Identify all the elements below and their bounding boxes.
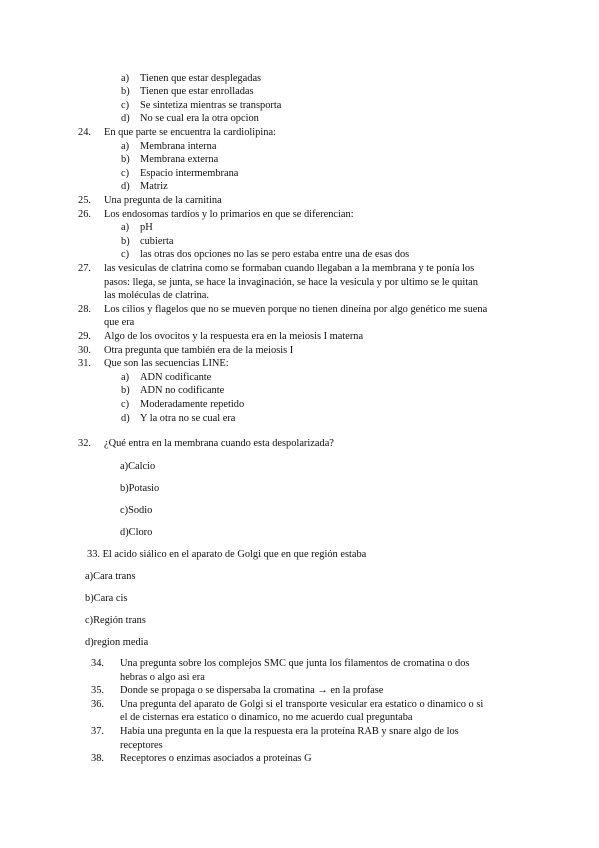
option-text: las otras dos opciones no las se pero estaba entre una de esas dos [140, 249, 410, 261]
question-text: Que son las secuencias LINE: [104, 358, 229, 370]
option-letter: d) [121, 412, 130, 424]
question-number: 36. [91, 698, 104, 710]
option-letter: c) [121, 167, 130, 179]
option-letter: d) [121, 181, 130, 193]
question-number: 32. [78, 438, 91, 449]
option-letter: c) [121, 99, 130, 111]
question-number: 30. [78, 344, 91, 356]
option-text: ADN no codificante [140, 385, 225, 397]
option-letter: a) [121, 140, 130, 152]
option-text: pH [140, 222, 153, 234]
question-number: 27. [78, 262, 91, 274]
question-text-continued: receptores [120, 739, 163, 751]
question-text: Los cilios y flagelos que no se mueven porque no tienen dineína por algo genético me suena [104, 303, 488, 315]
question-text: Algo de los ovocitos y la respuesta era en la meiosis I materna [104, 330, 364, 342]
question-text: 33. El acido siálico en el aparato de Golgi que en que región estaba [87, 549, 367, 560]
question-text: Donde se propaga o se dispersaba la cromatina → en la profase [120, 685, 384, 697]
option-text: b)Potasio [120, 483, 160, 494]
option-text: Matriz [140, 181, 168, 193]
option-letter: b) [121, 154, 130, 166]
question-text: Había una pregunta en la que la respuesta era la proteína RAB y snare algo de los [120, 726, 459, 737]
option-text: c)Sodio [120, 505, 153, 516]
question-number: 29. [78, 330, 91, 342]
question-text: Una pregunta del aparato de Golgi si el transporte vesicular era estatico o dinamico o si [120, 698, 484, 710]
option-text: Membrana interna [140, 140, 217, 152]
option-letter: c) [121, 249, 130, 261]
option-letter: a) [121, 371, 130, 383]
question-text-continued: pasos: llega, se junta, se hace la invaginación, se hace la vesicula y por ultimo se le quitan [104, 276, 478, 288]
option-text: Y la otra no se cual era [140, 412, 236, 424]
option-text: a)Calcio [120, 461, 156, 472]
option-text: a)Cara trans [85, 571, 136, 582]
question-number: 25. [78, 194, 91, 206]
option-text: b)Cara cis [85, 593, 128, 604]
question-text: Una pregunta de la carnitina [104, 194, 222, 206]
option-text: Espacio intermembrana [140, 167, 239, 179]
question-number: 26. [78, 208, 91, 220]
option-text: Tienen que estar desplegadas [140, 72, 262, 84]
question-text: ¿Qué entra en la membrana cuando esta despolarizada? [104, 438, 334, 449]
question-text: Otra pregunta que también era de la meiosis I [104, 344, 294, 356]
option-letter: b) [121, 235, 130, 247]
option-letter: b) [121, 385, 130, 397]
question-text-continued: las moléculas de clatrina. [104, 290, 210, 302]
question-text-continued: hebras o algo asi era [120, 671, 205, 683]
option-letter: b) [121, 86, 130, 98]
question-number: 34. [91, 658, 104, 669]
question-text-continued: que era [104, 317, 135, 329]
option-text: Membrana externa [140, 154, 219, 166]
option-text: cubierta [140, 235, 174, 247]
question-text: Una pregunta sobre los complejos SMC que junta los filamentos de cromatina o dos [120, 658, 470, 669]
question-text: En que parte se encuentra la cardiolipina: [104, 126, 276, 138]
option-text: ADN codificante [140, 371, 212, 383]
question-number: 31. [78, 358, 91, 370]
question-text: Receptores o enzimas asociados a proteínas G [120, 753, 312, 765]
question-number: 28. [78, 303, 91, 315]
option-text: d)Cloro [120, 527, 153, 538]
option-letter: a) [121, 222, 130, 234]
option-text: Tienen que estar enrolladas [140, 86, 254, 98]
question-text: Los endosomas tardíos y lo primarios en que se diferencian: [104, 208, 354, 220]
option-text: c)Región trans [85, 615, 146, 626]
question-number: 35. [91, 685, 104, 697]
question-number: 38. [91, 753, 104, 765]
option-text: No se cual era la otra opcion [140, 113, 259, 125]
option-text: Se sintetiza mientras se transporta [140, 99, 282, 111]
question-number: 37. [91, 726, 104, 737]
question-number: 24. [78, 126, 91, 138]
question-text: las vesiculas de clatrina como se formaban cuando llegaban a la membrana y te ponía los [104, 262, 475, 274]
option-letter: d) [121, 113, 130, 125]
option-letter: a) [121, 72, 130, 84]
option-letter: c) [121, 398, 130, 410]
option-text: Moderadamente repetido [140, 398, 245, 410]
question-text-continued: el de cisternas era estatico o dinamico, no me acuerdo cual preguntaba [120, 712, 413, 724]
option-text: d)region media [85, 637, 149, 648]
